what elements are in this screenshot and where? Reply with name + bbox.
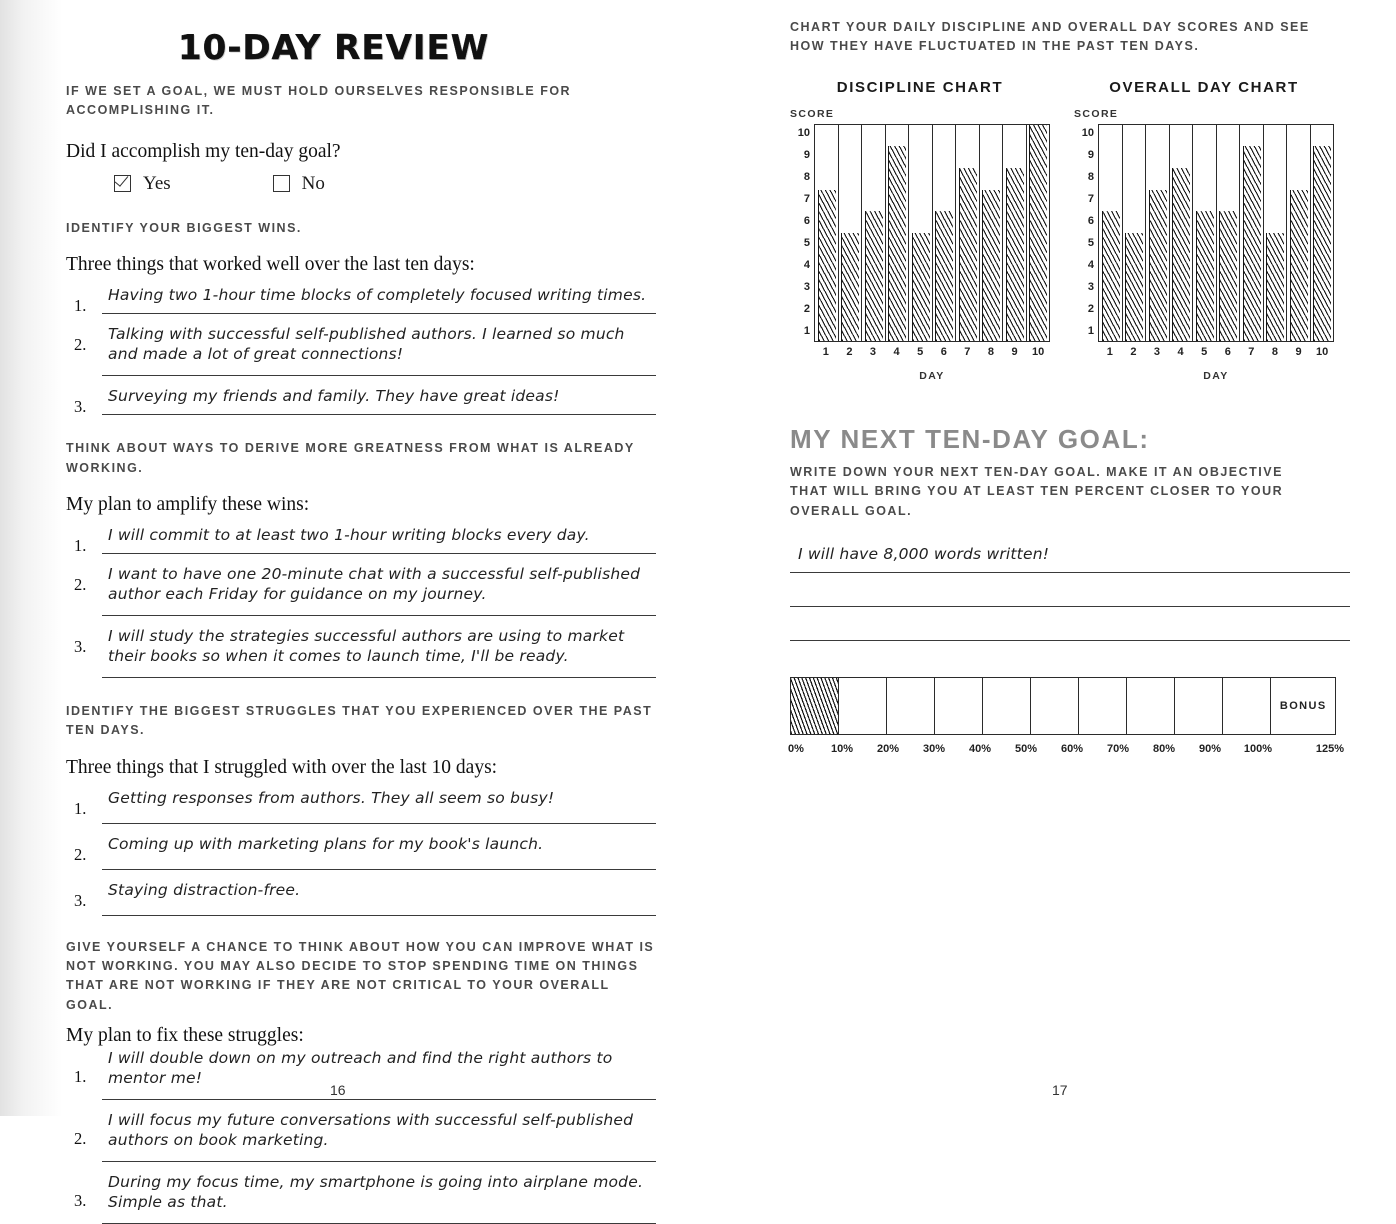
progress-cell-40-50[interactable] [983, 678, 1031, 734]
y-tick: 4 [803, 258, 810, 271]
bar [1290, 190, 1308, 341]
x-tick: 2 [1130, 345, 1137, 358]
x-tick: 8 [987, 345, 995, 358]
progress-tick: 50% [1014, 742, 1038, 755]
bar-cell [1287, 125, 1311, 341]
amplify-instruction: THINK ABOUT WAYS TO DERIVE MORE GREATNESS FROM WHAT IS ALREADY WORKING. [66, 441, 635, 475]
bar-cell [1240, 125, 1264, 341]
wins-entry-3[interactable]: Surveying my friends and family. They have great ideas! [102, 387, 656, 415]
x-tick: 3 [869, 345, 877, 358]
y-tick: 1 [1087, 324, 1094, 337]
progress-bar[interactable] [790, 677, 1336, 735]
struggles-list [66, 789, 656, 916]
x-tick: 10 [1032, 345, 1045, 358]
fix-instruction: GIVE YOURSELF A CHANCE TO THINK ABOUT HOW YOU CAN IMPROVE WHAT IS NOT WORKING. YOU MAY ALSO DECIDE TO STOP SPENDING TIME ON THINGS THAT ARE NOT WORKING IF THEY ARE NOT CRITICAL TO YOUR OVERALL GOAL. [66, 939, 655, 1012]
x-tick: 5 [1201, 345, 1208, 358]
wins-prompt: Three things that worked well over the last ten days: [66, 254, 475, 276]
bar [935, 211, 953, 341]
bar [1125, 233, 1143, 341]
x-tick: 2 [846, 345, 853, 358]
overall-day-chart [1074, 79, 1334, 382]
amplify-entry-1[interactable]: I will commit to at least two 1-hour writing blocks every day. [102, 526, 656, 554]
list-item [66, 1049, 656, 1100]
fix-entry-1[interactable]: I will double down on my outreach and find the right authors to mentor me! [102, 1049, 656, 1100]
list-item [66, 789, 656, 824]
discipline-score-axis-label: SCORE [790, 107, 835, 120]
goal-line-3[interactable] [790, 607, 1350, 641]
discipline-chart-title: DISCIPLINE CHART [836, 78, 1004, 96]
bar-cell [1193, 125, 1217, 341]
struggles-prompt: Three things that I struggled with over the last 10 days: [66, 756, 498, 778]
bar-cell [1027, 125, 1050, 341]
progress-cell-bonus[interactable] [1271, 678, 1335, 734]
overall-chart-title: OVERALL DAY CHART [1109, 78, 1299, 96]
overall-y-axis [1074, 124, 1094, 342]
x-tick: 7 [1248, 345, 1255, 358]
y-tick: 5 [803, 236, 810, 249]
no-label: No [301, 172, 325, 194]
x-tick: 4 [893, 345, 900, 358]
bar [1196, 211, 1214, 341]
fix-entry-2[interactable]: I will focus my future conversations with successful self-published authors on book marketing. [102, 1111, 656, 1162]
charts-instruction: CHART YOUR DAILY DISCIPLINE AND OVERALL DAY SCORES AND SEE HOW THEY HAVE FLUCTUATED IN THE PAST TEN DAYS. [790, 20, 1310, 54]
progress-tick: 100% [1243, 742, 1273, 755]
progress-cell-50-60[interactable] [1031, 678, 1079, 734]
list-item [66, 881, 656, 916]
goal-line-2[interactable] [790, 573, 1350, 607]
list-index: 2. [74, 844, 87, 864]
bar [1149, 190, 1167, 341]
bar [982, 190, 1000, 341]
right-page [790, 18, 1350, 1098]
x-tick: 9 [1295, 345, 1302, 358]
list-index: 3. [74, 1191, 87, 1211]
charts-row [790, 79, 1350, 382]
list-index: 1. [74, 798, 87, 818]
wins-entry-2[interactable]: Talking with successful self-published authors. I learned so much and made a lot of great connections! [102, 325, 656, 376]
y-tick: 3 [1087, 280, 1094, 293]
list-index: 3. [74, 636, 87, 656]
next-goal-instruction: WRITE DOWN YOUR NEXT TEN-DAY GOAL. MAKE IT AN OBJECTIVE THAT WILL BRING YOU AT LEAST TEN PERCENT CLOSER TO YOUR OVERALL GOAL. [790, 464, 1284, 518]
goal-question: Did I accomplish my ten-day goal? [66, 140, 341, 162]
x-tick: 9 [1011, 345, 1018, 358]
y-tick: 7 [803, 192, 810, 205]
no-checkbox[interactable] [273, 175, 290, 192]
list-index: 2. [74, 335, 87, 355]
fix-prompt: My plan to fix these struggles: [66, 1025, 304, 1047]
x-tick: 3 [1153, 345, 1161, 358]
wins-entry-1[interactable]: Having two 1-hour time blocks of completely focused writing times. [102, 286, 656, 314]
y-tick: 8 [803, 170, 810, 183]
struggles-entry-2[interactable]: Coming up with marketing plans for my book's launch. [102, 835, 656, 870]
list-index: 2. [74, 574, 87, 594]
x-tick: 1 [1106, 345, 1113, 358]
progress-cell-30-40[interactable] [935, 678, 983, 734]
overall-score-axis-label: SCORE [1074, 107, 1119, 120]
y-tick: 2 [1087, 302, 1094, 315]
x-tick: 6 [940, 345, 947, 358]
bar-cell [1123, 125, 1147, 341]
progress-cell-10-20[interactable] [839, 678, 887, 734]
page-number-left: 16 [330, 1082, 346, 1098]
list-index: 1. [74, 535, 87, 555]
bar [818, 190, 836, 341]
x-tick: 1 [822, 345, 829, 358]
amplify-list [66, 526, 656, 678]
list-index: 3. [74, 890, 87, 910]
y-tick: 9 [803, 148, 810, 161]
list-item [66, 1111, 656, 1162]
progress-tick: 125% [1315, 742, 1345, 755]
list-item [66, 325, 656, 376]
progress-tick: 90% [1198, 742, 1222, 755]
progress-cell-60-70[interactable] [1079, 678, 1127, 734]
yes-no-row [114, 173, 656, 195]
fix-entry-3[interactable]: During my focus time, my smartphone is going into airplane mode. Simple as that. [102, 1173, 656, 1224]
x-tick: 8 [1271, 345, 1279, 358]
struggles-instruction: IDENTIFY THE BIGGEST STRUGGLES THAT YOU EXPERIENCED OVER THE PAST TEN DAYS. [66, 703, 653, 738]
overall-x-axis [1098, 342, 1334, 362]
progress-cell-90-100[interactable] [1223, 678, 1271, 734]
progress-cell-0-10[interactable] [791, 678, 839, 734]
discipline-y-axis [790, 124, 810, 342]
bar [1006, 168, 1024, 341]
y-tick: 3 [803, 280, 810, 293]
discipline-day-axis-label: DAY [919, 369, 945, 382]
list-index: 1. [74, 1067, 87, 1087]
bar-cell [1170, 125, 1194, 341]
discipline-chart [790, 79, 1050, 382]
overall-plot-area [1098, 124, 1334, 342]
y-tick: 7 [1087, 192, 1094, 205]
amplify-entry-2[interactable]: I want to have one 20-minute chat with a successful self-published author each Friday for guidance on my journey. [102, 565, 656, 616]
progress-tick: 20% [876, 742, 900, 755]
bar [912, 233, 930, 341]
bar [1172, 168, 1190, 341]
bar-cell [980, 125, 1004, 341]
y-tick: 6 [1087, 214, 1094, 227]
progress-tick: 10% [830, 742, 854, 755]
bar-cell [956, 125, 980, 341]
y-tick: 10 [1081, 126, 1094, 139]
progress-cell-70-80[interactable] [1127, 678, 1175, 734]
progress-tick: 30% [922, 742, 946, 755]
bar [1102, 211, 1120, 341]
struggles-entry-1[interactable]: Getting responses from authors. They all seem so busy! [102, 789, 656, 824]
bar [865, 211, 883, 341]
x-tick: 10 [1316, 345, 1329, 358]
list-item [66, 526, 656, 554]
bar [1219, 211, 1237, 341]
page-number-right: 17 [1052, 1082, 1068, 1098]
bar-cell [1311, 125, 1334, 341]
bar-cell [1146, 125, 1170, 341]
y-tick: 6 [803, 214, 810, 227]
intro-instruction: IF WE SET A GOAL, WE MUST HOLD OURSELVES RESPONSIBLE FOR ACCOMPLISHING IT. [66, 84, 572, 118]
y-tick: 5 [1087, 236, 1094, 249]
struggles-entry-3[interactable]: Staying distraction-free. [102, 881, 656, 916]
bar [841, 233, 859, 341]
bar-cell [886, 125, 910, 341]
list-item [66, 387, 656, 415]
next-goal-title: MY NEXT TEN-DAY GOAL: [790, 423, 1150, 454]
bar [888, 146, 906, 340]
yes-label: Yes [143, 172, 171, 194]
y-tick: 4 [1087, 258, 1094, 271]
list-item [66, 286, 656, 314]
list-item [66, 1173, 656, 1224]
left-page [66, 18, 656, 1211]
page-title: 10-DAY REVIEW [178, 28, 490, 68]
y-tick: 2 [803, 302, 810, 315]
wins-list [66, 286, 656, 415]
progress-cell-20-30[interactable] [887, 678, 935, 734]
progress-tick: 60% [1060, 742, 1084, 755]
bar [1313, 146, 1331, 340]
list-index: 1. [74, 296, 87, 316]
progress-tick: 80% [1152, 742, 1176, 755]
bar-cell [1217, 125, 1241, 341]
progress-tick: 70% [1106, 742, 1130, 755]
goal-answer-text: I will have 8,000 words written! [798, 544, 1050, 563]
x-tick: 7 [964, 345, 971, 358]
bar-cell [933, 125, 957, 341]
bar [959, 168, 977, 341]
bar-cell [1099, 125, 1123, 341]
wins-instruction: IDENTIFY YOUR BIGGEST WINS. [66, 220, 302, 235]
goal-line-1[interactable] [790, 539, 1350, 573]
list-index: 2. [74, 1129, 87, 1149]
amplify-prompt: My plan to amplify these wins: [66, 493, 310, 515]
progress-tick: 0% [788, 742, 804, 755]
bonus-label: BONUS [1279, 699, 1327, 712]
y-tick: 9 [1087, 148, 1094, 161]
bar-cell [1264, 125, 1288, 341]
list-item [66, 835, 656, 870]
fix-list [66, 1049, 656, 1224]
progress-cell-80-90[interactable] [1175, 678, 1223, 734]
y-tick: 8 [1087, 170, 1094, 183]
bar-cell [839, 125, 863, 341]
bar-cell [1003, 125, 1027, 341]
discipline-x-axis [814, 342, 1050, 362]
bar [1243, 146, 1261, 340]
yes-checkbox[interactable] [114, 175, 131, 192]
overall-day-axis-label: DAY [1203, 369, 1229, 382]
bar [1029, 125, 1047, 341]
y-tick: 1 [803, 324, 810, 337]
x-tick: 6 [1224, 345, 1231, 358]
bar-cell [815, 125, 839, 341]
bar-cell [862, 125, 886, 341]
next-goal-write-lines [790, 539, 1350, 641]
x-tick: 5 [917, 345, 924, 358]
x-tick: 4 [1177, 345, 1184, 358]
amplify-entry-3[interactable]: I will study the strategies successful authors are using to market their books so when it comes to launch time, I'll be ready. [102, 627, 656, 678]
y-tick: 10 [797, 126, 810, 139]
list-item [66, 627, 656, 678]
progress-tick: 40% [968, 742, 992, 755]
bar [1266, 233, 1284, 341]
list-index: 3. [74, 397, 87, 417]
bar-cell [909, 125, 933, 341]
progress-scale [790, 743, 1350, 761]
book-spine-shadow [0, 0, 62, 1116]
list-item [66, 565, 656, 616]
discipline-plot-area [814, 124, 1050, 342]
